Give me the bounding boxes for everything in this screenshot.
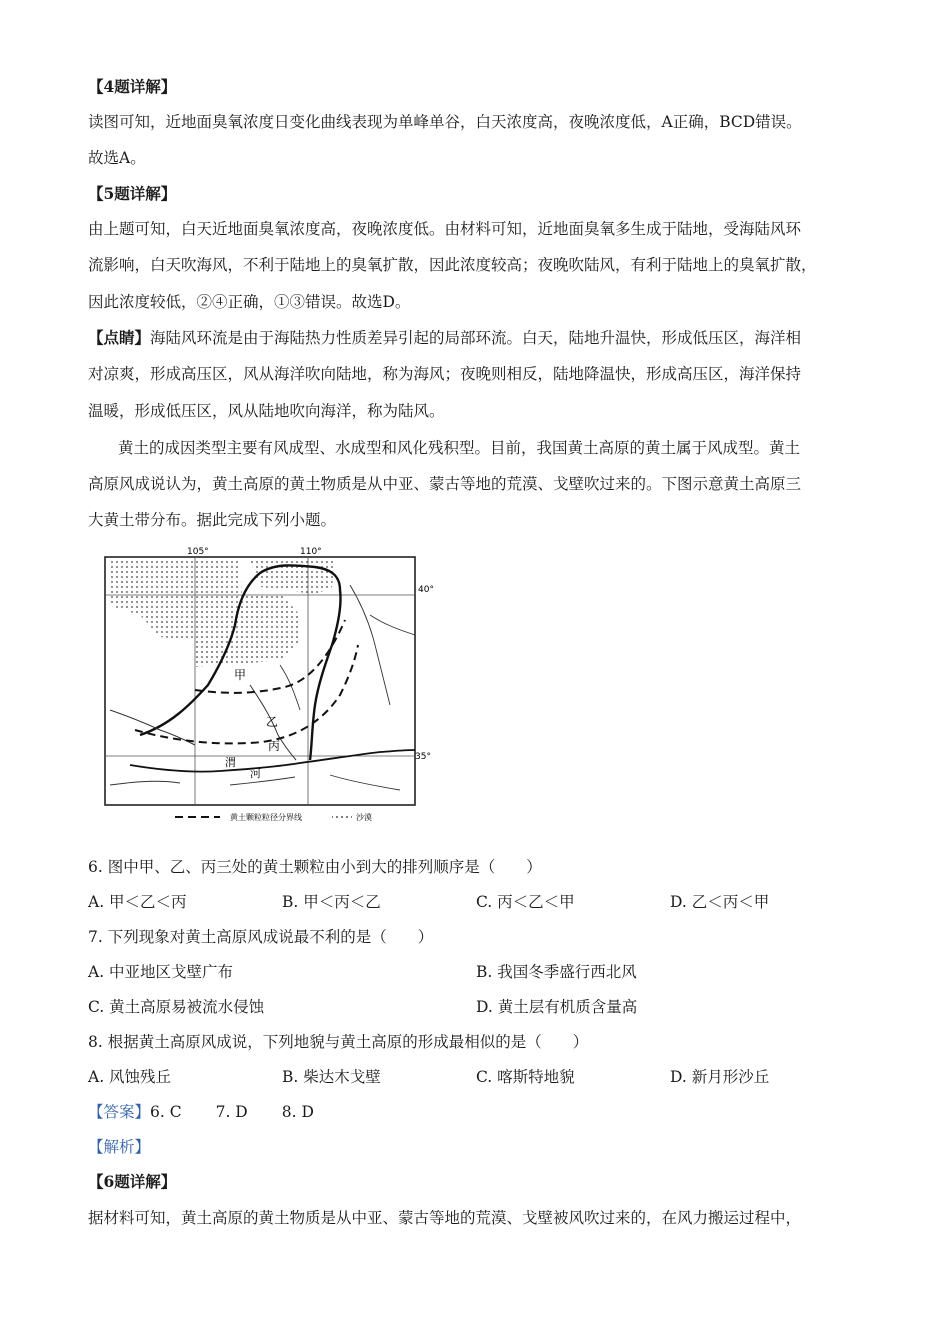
q7-option-a: A. 中亚地区戈壁广布	[88, 963, 234, 981]
label-lat-40: 40°	[418, 585, 434, 595]
loess-plateau-map	[100, 545, 445, 825]
q8-option-c: C. 喀斯特地貌	[476, 1068, 575, 1086]
tip-line-3: 温暖，形成低压区，风从陆地吹向海洋，称为陆风。	[88, 402, 445, 420]
answer-label: 【答案】	[88, 1103, 151, 1121]
q5-detail-heading: 【5题详解】	[88, 184, 177, 203]
q4-detail-heading: 【4题详解】	[88, 77, 177, 96]
label-he: 河	[250, 767, 261, 780]
material-line-3: 大黄土带分布。据此完成下列小题。	[88, 511, 337, 529]
q5-detail-line-1: 由上题可知，白天近地面臭氧浓度高，夜晚浓度低。由材料可知，近地面臭氧多生成于陆地，受海陆风环	[88, 220, 802, 238]
river-east	[350, 585, 390, 705]
q6-option-a: A. 甲＜乙＜丙	[88, 893, 187, 911]
q6-option-b: B. 甲＜丙＜乙	[282, 893, 381, 911]
legend-desert-label: 沙漠	[356, 813, 372, 822]
label-yi: 乙	[266, 715, 279, 729]
river-east-branch	[370, 615, 415, 635]
wei-river	[130, 750, 415, 772]
q8-option-b: B. 柴达木戈壁	[282, 1068, 381, 1086]
tip-label: 【点睛】	[88, 328, 151, 347]
q8-option-d: D. 新月形沙丘	[670, 1068, 770, 1086]
q7-option-b: B. 我国冬季盛行西北风	[476, 963, 637, 981]
q6-detail-heading: 【6题详解】	[88, 1172, 177, 1191]
material-line-1: 黄土的成因类型主要有风成型、水成型和风化残积型。目前，我国黄土高原的黄土属于风成型。黄土	[118, 439, 801, 457]
legend-desert-swatch	[332, 813, 352, 820]
analysis-label: 【解析】	[88, 1138, 151, 1156]
q5-detail-line-2: 流影响，白天吹海风，不利于陆地上的臭氧扩散，因此浓度较高；夜晚吹陆风，有利于陆地上的臭氧扩散，	[88, 256, 817, 274]
q6-detail-text: 据材料可知，黄土高原的黄土物质是从中亚、蒙古等地的荒漠、戈壁被风吹过来的，在风力搬运过程中，	[88, 1209, 802, 1227]
label-lon-110: 110°	[300, 547, 322, 557]
label-lat-35: 35°	[415, 752, 431, 762]
q8-option-a: A. 风蚀残丘	[88, 1068, 172, 1086]
label-bing: 丙	[268, 739, 281, 753]
answer-line	[88, 1101, 314, 1123]
q5-detail-line-3: 因此浓度较低，②④正确，①③错误。故选D。	[88, 293, 411, 311]
label-lon-105: 105°	[187, 547, 209, 557]
q6-option-c: C. 丙＜乙＜甲	[476, 893, 575, 911]
river-branch	[280, 665, 300, 710]
q7-option-c: C. 黄土高原易被流水侵蚀	[88, 998, 265, 1016]
q7-stem: 7. 下列现象对黄土高原风成说最不利的是（ ）	[88, 928, 434, 946]
q6-option-d: D. 乙＜丙＜甲	[670, 893, 770, 911]
material-line-2: 高原风成说认为，黄土高原的黄土物质是从中亚、蒙古等地的荒漠、戈壁吹过来的。下图示意黄土高原三	[88, 475, 802, 493]
tip-line-2: 对凉爽，形成高压区，风从海洋吹向陆地，称为海风；夜晚则相反，陆地降温快，形成高压区，海洋保持	[88, 365, 802, 383]
q8-stem: 8. 根据黄土高原风成说，下列地貌与黄土高原的形成最相似的是（ ）	[88, 1033, 589, 1051]
answer-6: 6. C	[150, 1103, 182, 1121]
label-jia: 甲	[234, 668, 247, 682]
label-wei: 渭	[225, 756, 236, 769]
tip-line-1	[88, 327, 801, 349]
q6-stem: 6. 图中甲、乙、丙三处的黄土颗粒由小到大的排列顺序是（ ）	[88, 858, 542, 876]
q7-option-d: D. 黄土层有机质含量高	[476, 998, 638, 1016]
q4-detail-conclusion: 故选A。	[88, 149, 146, 167]
legend-line-label: 黄土颗粒粒径分界线	[230, 813, 302, 822]
answer-8: 8. D	[281, 1103, 314, 1121]
tip-text-1: 海陆风环流是由于海陆热力性质差异引起的局部环流。白天，陆地升温快，形成低压区，海洋相	[150, 329, 802, 347]
river-west	[110, 710, 195, 745]
q4-detail-text: 读图可知，近地面臭氧浓度日变化曲线表现为单峰单谷，白天浓度高，夜晚浓度低，A正确，BCD错误。	[88, 113, 802, 131]
answer-7: 7. D	[215, 1103, 248, 1121]
